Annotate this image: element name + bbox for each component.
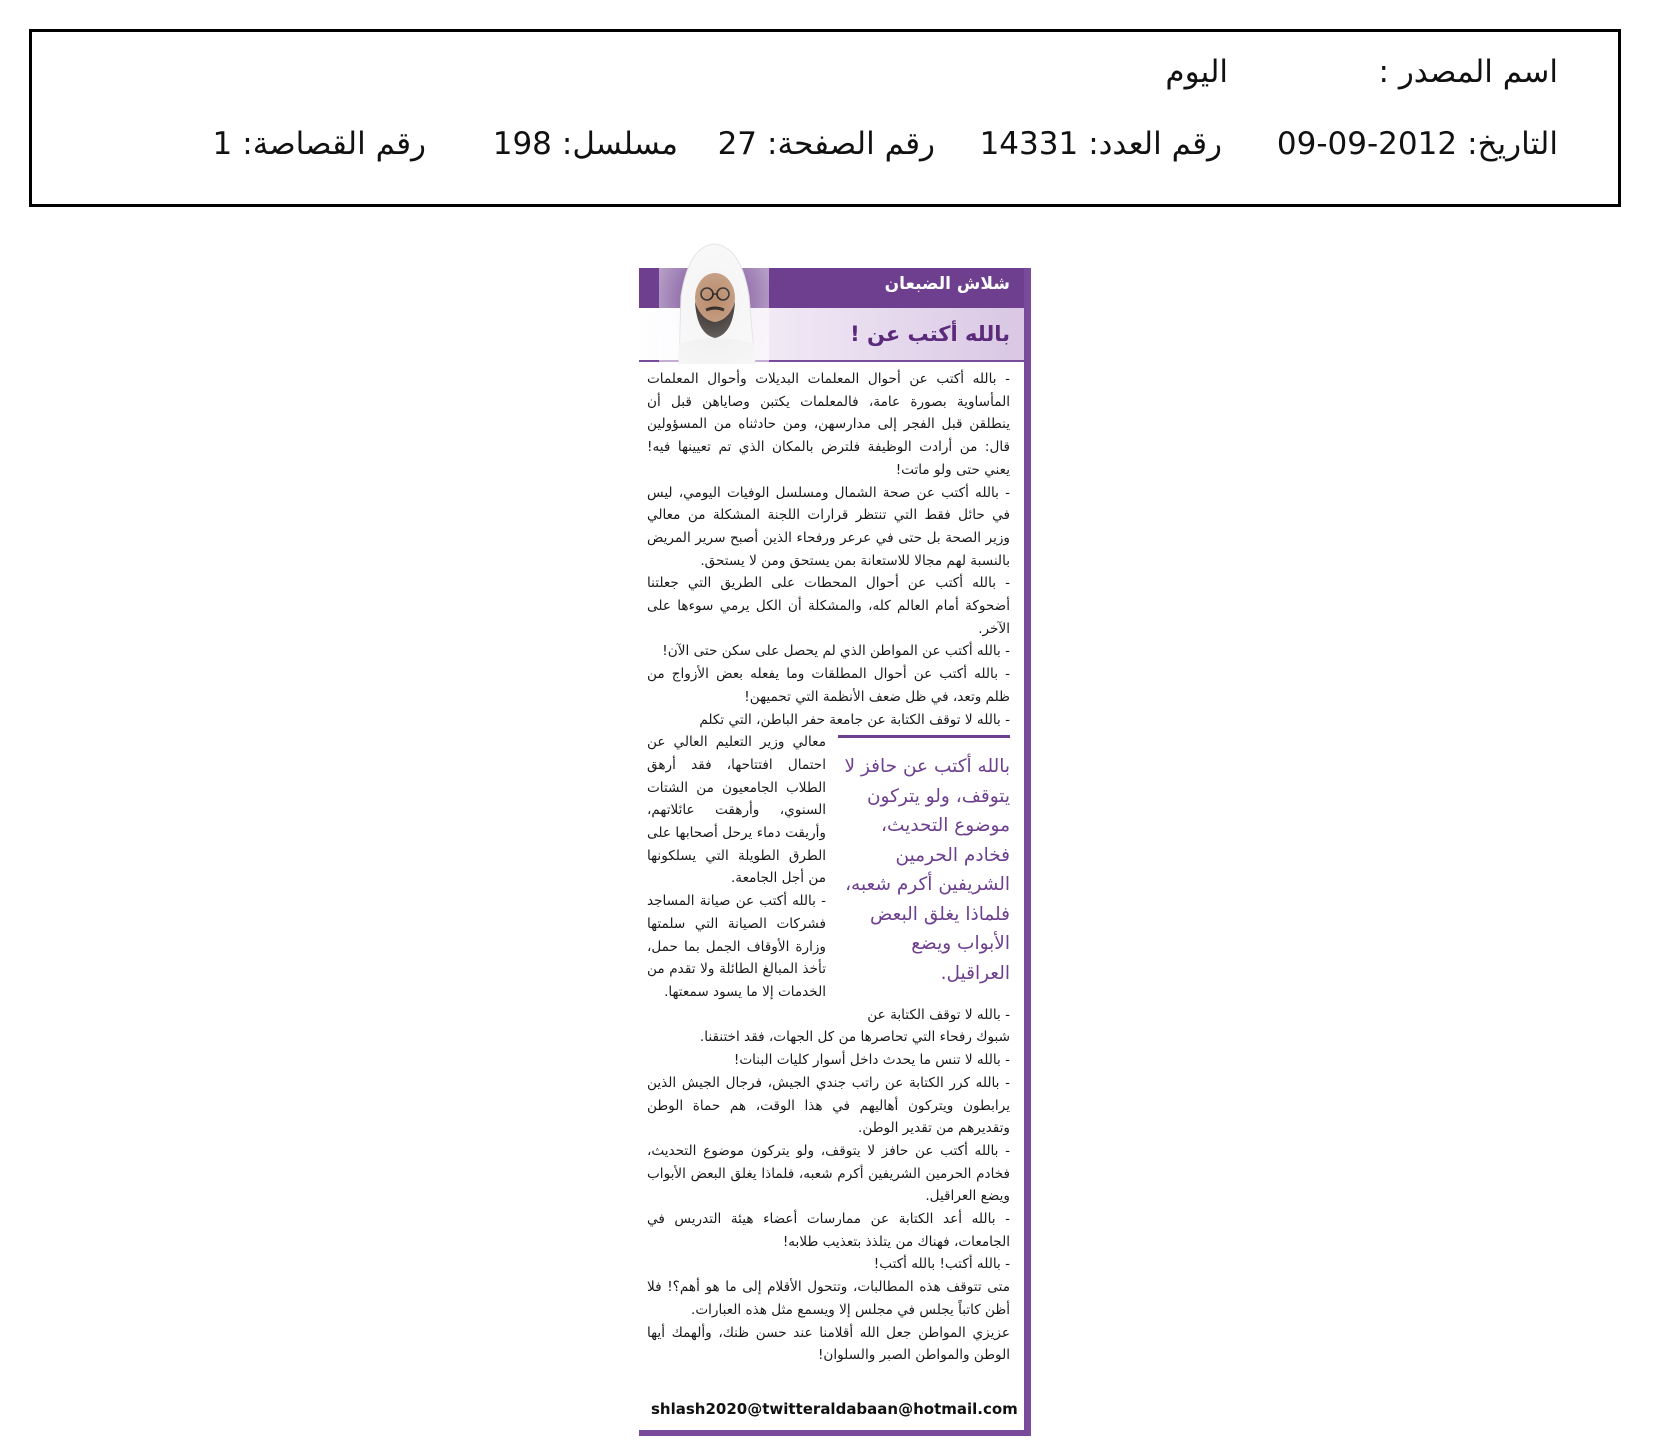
clipping-info-box (29, 29, 1621, 207)
author-email: aldabaan@hotmail.com (820, 1400, 1018, 1418)
clip-label: رقم القصاصة: (242, 126, 426, 162)
author-twitter: shlash2020@twitter (651, 1400, 821, 1418)
page-field (718, 126, 935, 162)
source-label: اسم المصدر : (1378, 54, 1558, 90)
paragraph: معالي وزير التعليم العالي عن احتمال افتتاحها، فقد أرهق الطلاب الجامعيون من الشتات السنوي، وأرهقت عائلاتهم، وأريقت دماء يرحل أصحابها على الطرق الطويلة التي يسلكونها من أجل الجامعة. (647, 734, 826, 887)
body-bottom (647, 1026, 1010, 1367)
clip-value: 1 (212, 126, 233, 162)
paragraph: - بالله لا توقف الكتابة عن جامعة حفر الباطن، التي تكلم (699, 711, 1010, 728)
author-contact-line (651, 1400, 1018, 1418)
date-label: التاريخ: (1467, 126, 1558, 162)
paragraph: - بالله كرر الكتابة عن راتب جندي الجيش، فرجال الجيش الذين يرابطون ويتركون أهاليهم في هذا الوقت، هم حماة الوطن وتقديرهم من تقدير الوطن. (647, 1074, 1010, 1137)
page-label: رقم الصفحة: (767, 126, 935, 162)
serial-label: مسلسل: (561, 126, 678, 162)
paragraph: - بالله أكتب عن أحوال المحطات على الطريق التي جعلتنا أضحوكة أمام العالم كله، والمشكلة أن الكل يرمي سوءها على الآخر. (647, 575, 1010, 637)
paragraph: - بالله أكتب عن أحوال المطلقات وما يفعله بعض الأزواج من ظلم وتعد، في ظل ضعف الأنظمة التي تحميهن! (647, 666, 1010, 705)
source-value: اليوم (1165, 54, 1228, 90)
clip-field (213, 126, 426, 162)
issue-value: 14331 (979, 126, 1079, 162)
paragraph: - بالله أكتب عن صيانة المساجد فشركات الصيانة التي سلمتها وزارة الأوقاف الجمل بما حمل، تأخذ المبالغ الطائلة ولا تقدم من الخدمات إلا ما يسود سمعتها. (647, 893, 826, 1000)
paragraph: - بالله أكتب عن صحة الشمال ومسلسل الوفيات اليومي، ليس في حائل فقط التي تنتظر قرارات اللجنة المشكلة من معالي وزير الصحة بل حتى في عرعر ورفحاء الذين أصبح سرير المريض بالنسبة لهم مجالا للاستعانة بمن يستحق ومن لا يستحق. (647, 484, 1010, 569)
paragraph: - بالله أعد الكتابة عن ممارسات أعضاء هيئة التدريس في الجامعات، فهناك من يتلذذ بتعذيب طلابه! (647, 1211, 1010, 1250)
date-value: 2012-09-09 (1276, 126, 1458, 162)
author-photo-icon (659, 236, 769, 364)
article-title: بالله أكتب عن ! (850, 322, 1010, 346)
page-value: 27 (717, 126, 758, 162)
paragraph: متى تتوقف هذه المطالبات، وتتحول الأقلام إلى ما هو أهم؟! فلا أظن كاتباً يجلس في مجلس إلا ويسمع مثل هذه العبارات. (647, 1279, 1010, 1318)
serial-field (493, 126, 678, 162)
paragraph: شبوك رفحاء التي تحاصرها من كل الجهات، فقد اختنقنا. (699, 1029, 1010, 1046)
pull-quote: بالله أكتب عن حافز لا يتوقف، ولو يتركون موضوع التحديث، فخادم الحرمين الشريفين أكرم شعبه، فلماذا يغلق البعض الأبواب ويضع العراقيل. (838, 735, 1010, 988)
body-wrap-area (647, 731, 1010, 1026)
issue-field (980, 126, 1222, 162)
paragraph: - بالله أكتب! بالله أكتب! (873, 1256, 1010, 1273)
date-field (1277, 126, 1558, 162)
body-top (647, 368, 1010, 731)
paragraph: - بالله لا توقف الكتابة عن (867, 1006, 1010, 1023)
article-clipping (639, 268, 1031, 1436)
paragraph: عزيزي المواطن جعل الله أقلامنا عند حسن ظنك، وألهمك أيها الوطن والمواطن الصبر والسلوان! (647, 1324, 1010, 1364)
article-body (647, 368, 1010, 1367)
paragraph: - بالله لا تنس ما يحدث داخل أسوار كليات البنات! (733, 1052, 1010, 1069)
paragraph: - بالله أكتب عن أحوال المعلمات البديلات وأحوال المعلمات المأساوية بصورة عامة، فالمعلمات يكتبن وصاياهن قبل أن ينطلقن قبل الفجر إلى مدارسهن، ومن حادثناه من المسؤولين قال: من أرادت الوظيفة فلترض بالمكان الذي تم تعيينها فيه! يعني حتى ولو ماتت! (647, 371, 1010, 478)
issue-label: رقم العدد: (1088, 126, 1222, 162)
serial-value: 198 (492, 126, 552, 162)
paragraph: - بالله أكتب عن حافز لا يتوقف، ولو يتركون موضوع التحديث، فخادم الحرمين الشريفين أكرم شعبه، فلماذا يغلق البعض الأبواب ويضع العراقيل. (647, 1142, 1010, 1205)
paragraph: - بالله أكتب عن المواطن الذي لم يحصل على سكن حتى الآن! (662, 643, 1010, 660)
author-portrait (659, 236, 769, 364)
author-name: شلاش الضبعان (884, 274, 1010, 294)
